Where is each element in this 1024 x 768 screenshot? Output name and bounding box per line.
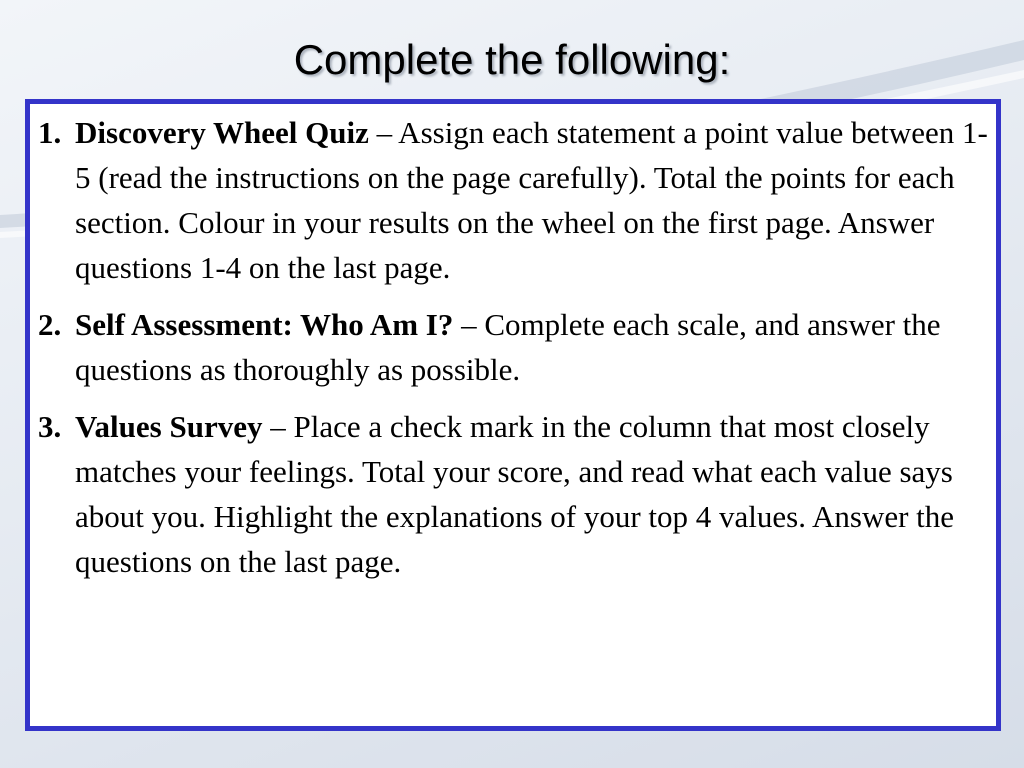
instructions-box [25,99,1001,731]
item-number: 3. [38,409,62,444]
item-heading: Values Survey [75,409,263,444]
item-heading: Self Assessment: Who Am I? [75,307,454,342]
item-text: – Assign each statement a point value between 1-5 (read the instructions on the page carefully). Total the points for each section. Colour in your results on the wheel on the first page. Answer questions 1-4 on the last page. [75,115,988,285]
item-number: 2. [38,307,62,342]
item-text: – Place a check mark in the column that most closely matches your feelings. Total your score, and read what each value says about you. Highlight the explanations of your top 4 values. Answer the questions on the last page. [75,409,955,579]
list-item [30,404,996,584]
item-heading: Discovery Wheel Quiz [75,115,369,150]
instructions-list [30,104,996,584]
slide-title: Complete the following: [293,36,731,83]
list-item [30,302,996,392]
item-number: 1. [38,115,62,150]
list-item [30,110,996,290]
item-text: – Complete each scale, and answer the questions as thoroughly as possible. [75,307,941,387]
